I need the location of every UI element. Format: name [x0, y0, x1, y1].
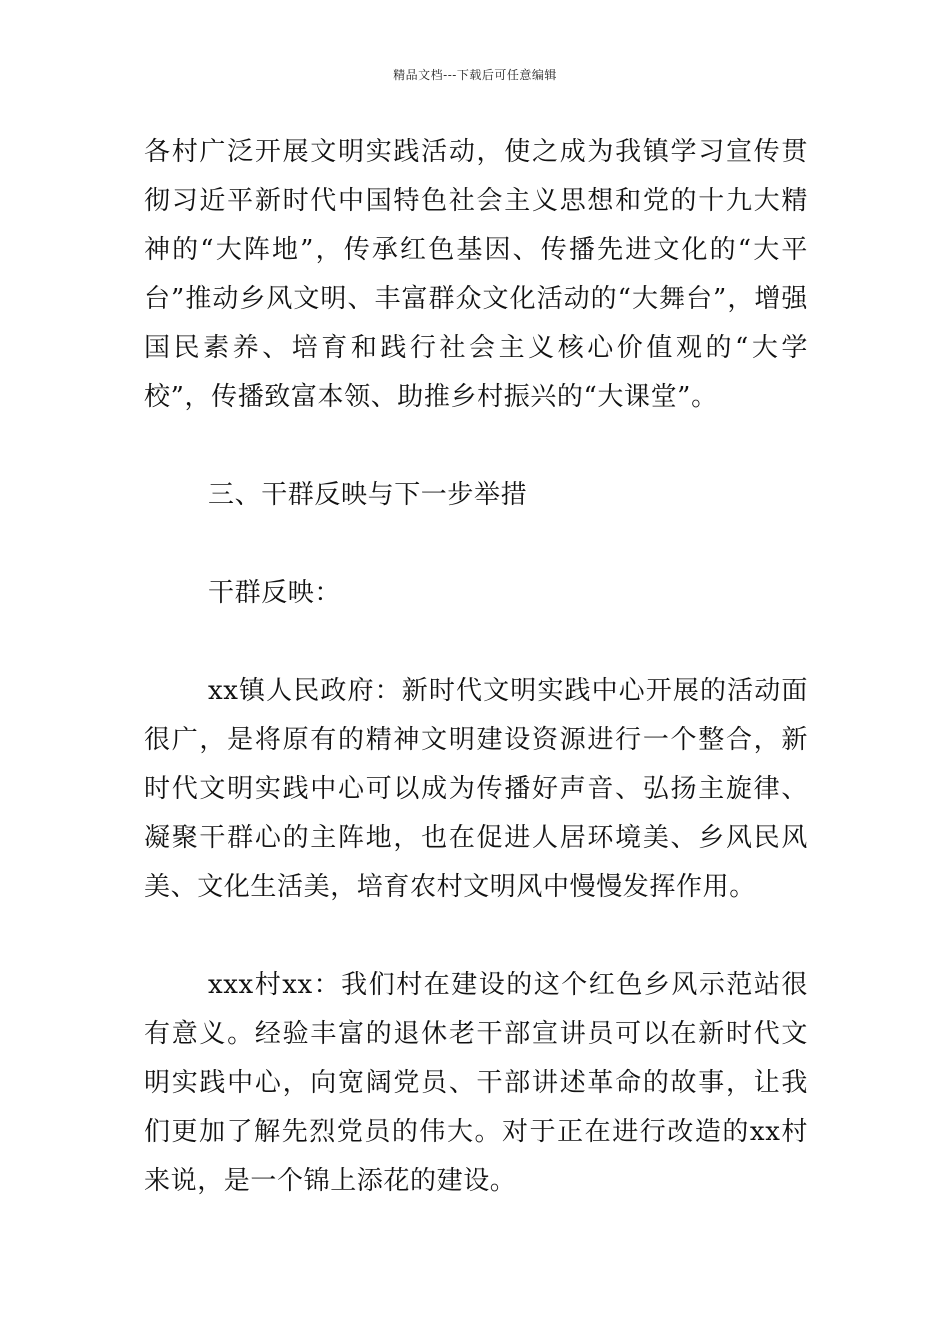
- paragraph-activities: 各村广泛开展文明实践活动，使之成为我镇学习宣传贯彻习近平新时代中国特色社会主义思想和党的十九大精神的“大阵地”，传承红色基因、传播先进文化的“大平台”推动乡风文明、丰富群众文化活动的“大舞台”，增强国民素养、培育和践行社会主义核心价值观的“大学校”，传播致富本领、助推乡村振兴的“大课堂”。: [144, 137, 808, 412]
- page-header: 精品文档---下载后可任意编辑: [393, 68, 557, 82]
- paragraph-gap: [144, 618, 808, 667]
- paragraph-gap: [144, 912, 808, 961]
- subsection-heading: 干群反映：: [208, 578, 342, 608]
- paragraph-gap: [144, 520, 808, 569]
- section-heading: 三、干群反映与下一步举措: [208, 480, 528, 510]
- paragraph-gap: [144, 422, 808, 471]
- paragraph-village-feedback: xxx村xx：我们村在建设的这个红色乡风示范站很有意义。经验丰富的退休老干部宣讲员可以在新时代文明实践中心，向宽阔党员、干部讲述革命的故事，让我们更加了解先烈党员的伟大。对于正在进行改造的xx村来说，是一个锦上添花的建设。: [144, 970, 808, 1196]
- paragraph-town-government: xx镇人民政府：新时代文明实践中心开展的活动面很广，是将原有的精神文明建设资源进行一个整合，新时代文明实践中心可以成为传播好声音、弘扬主旋律、凝聚干群心的主阵地，也在促进人居环境美、乡风民风美、文化生活美，培育农村文明风中慢慢发挥作用。: [144, 676, 808, 902]
- document-body: [144, 128, 808, 1206]
